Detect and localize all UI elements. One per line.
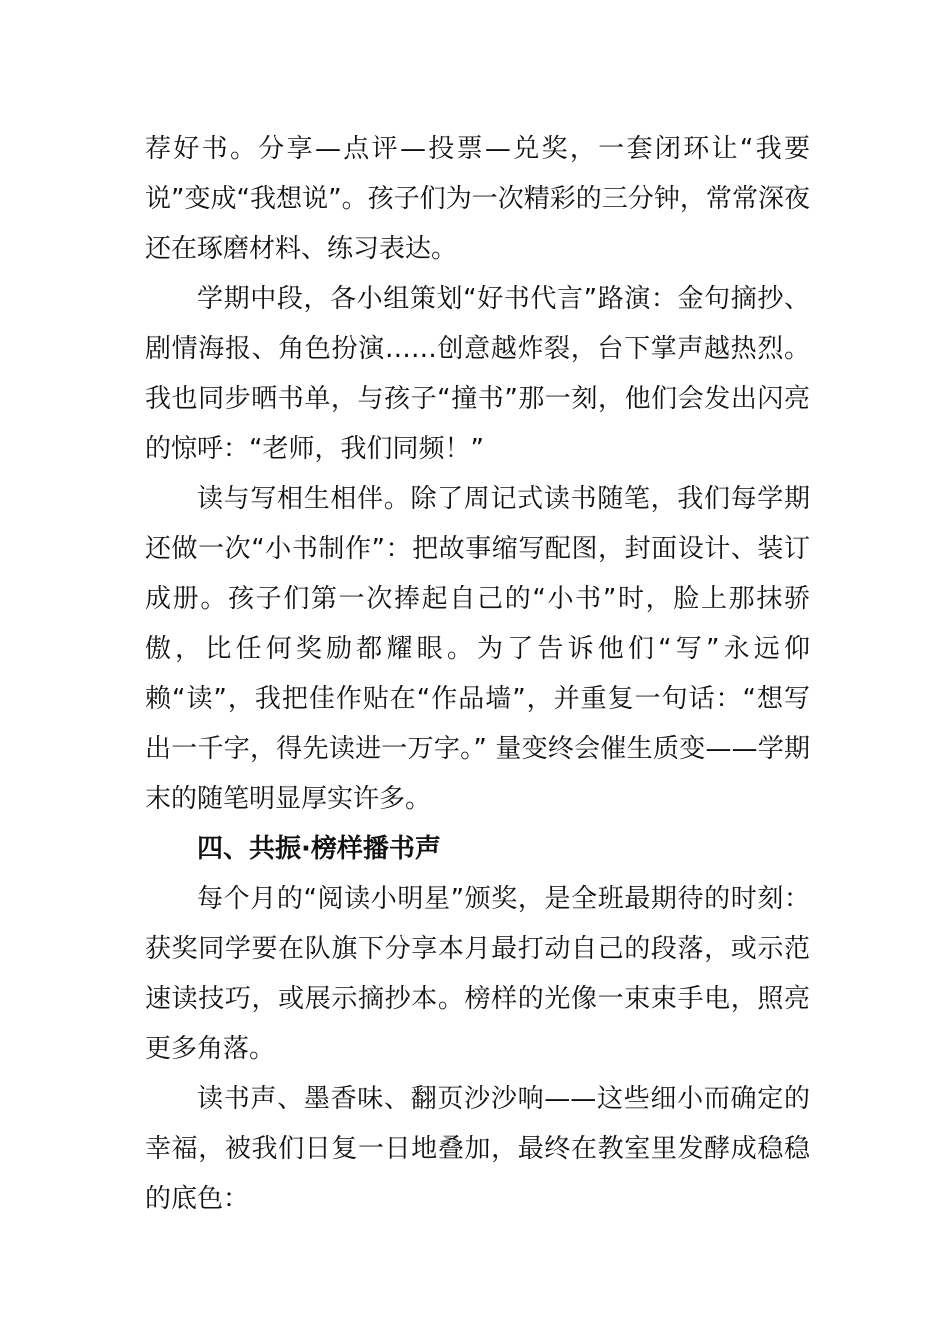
section-heading: 四、共振·榜样播书声	[197, 834, 441, 864]
paragraph-continued: 荐好书。分享—点评—投票—兑奖，一套闭环让“我要说”变成“我想说”。孩子们为一次精彩的三分钟，常常深夜还在琢磨材料、练习表达。	[145, 134, 810, 264]
paragraph: 每个月的“阅读小明星”颁奖，是全班最期待的时刻：获奖同学要在队旗下分享本月最打动自己的段落，或示范速读技巧，或展示摘抄本。榜样的光像一束束手电，照亮更多角落。	[145, 884, 810, 1064]
paragraph: 读书声、墨香味、翻页沙沙响——这些细小而确定的幸福，被我们日复一日地叠加，最终在教室里发酵成稳稳的底色：	[145, 1084, 810, 1214]
paragraph: 学期中段，各小组策划“好书代言”路演：金句摘抄、剧情海报、角色扮演……创意越炸裂，台下掌声越热烈。我也同步晒书单，与孩子“撞书”那一刻，他们会发出闪亮的惊呼：“老师，我们同频！”	[145, 284, 810, 464]
document-body	[145, 124, 810, 1224]
paragraph: 读与写相生相伴。除了周记式读书随笔，我们每学期还做一次“小书制作”：把故事缩写配图，封面设计、装订成册。孩子们第一次捧起自己的“小书”时，脸上那抹骄傲，比任何奖励都耀眼。为了告诉他们“写”永远仰赖“读”，我把佳作贴在“作品墙”，并重复一句话：“想写出一千字，得先读进一万字。” 量变终会催生质变——学期末的随笔明显厚实许多。	[145, 484, 810, 814]
